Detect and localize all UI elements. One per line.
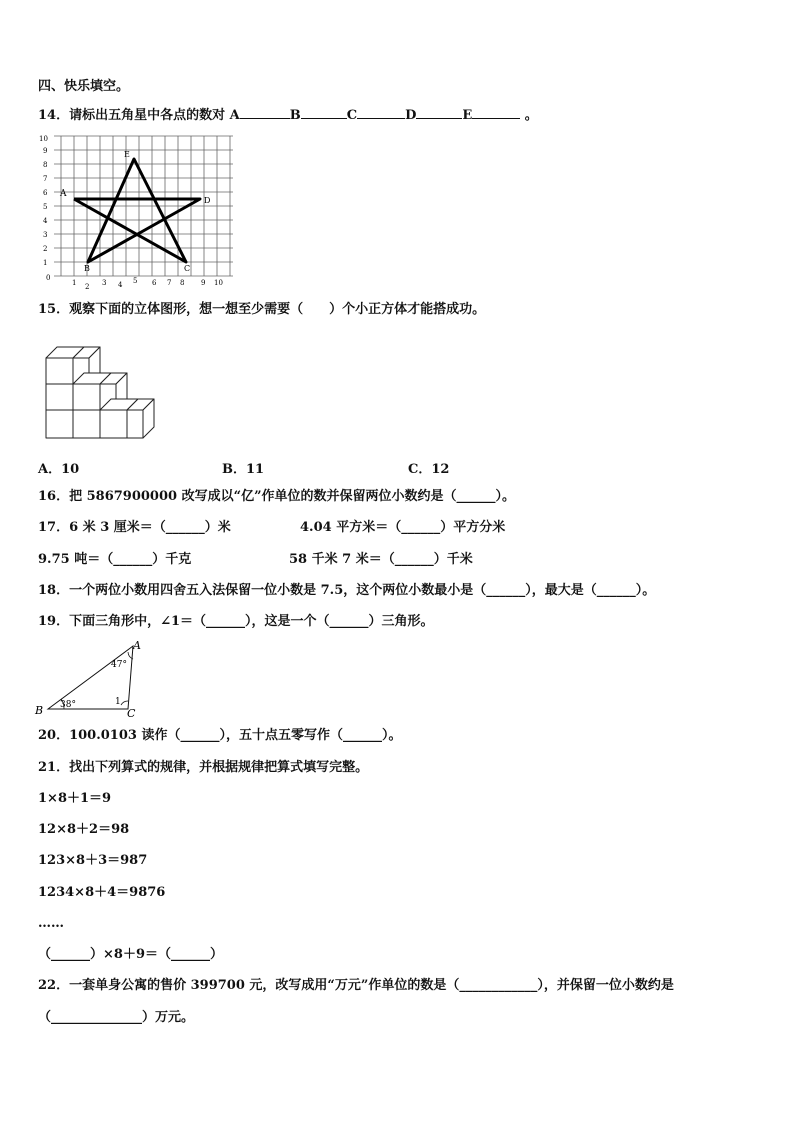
question-17b: 4.04 平方米＝（______）平方分米 (300, 520, 506, 535)
y-tick: 7 (43, 175, 48, 183)
answer-blank-b[interactable] (301, 105, 347, 119)
pattern-line-3: 123×8＋3＝987 (38, 853, 148, 868)
x-tick: 5 (133, 277, 138, 285)
question-17c: 9.75 吨＝（______）千克 (38, 552, 192, 567)
option-a[interactable]: A．10 (38, 462, 80, 477)
question-22-line1: 22．一套单身公寓的售价 399700 元，改写成用“万元”作单位的数是（____________），并保留一位小数约是 (38, 978, 674, 993)
triangle-figure (34, 638, 146, 720)
angle-label-a: 47° (111, 660, 127, 670)
question-18: 18．一个两位小数用四舍五入法保留一位小数是 7.5，这个两位小数最小是（______），最大是（______）。 (38, 583, 656, 598)
pattern-line-1: 1×8＋1＝9 (38, 791, 112, 806)
answer-blank-a[interactable] (240, 105, 290, 119)
x-tick: 2 (85, 283, 90, 291)
y-tick: 2 (43, 245, 48, 253)
y-tick: 8 (43, 161, 48, 169)
question-17a: 17．6 米 3 厘米＝（______）米 (38, 520, 231, 535)
x-tick: 6 (152, 279, 157, 287)
cube-stack-figure (40, 334, 162, 442)
point-label-c: C (184, 264, 191, 273)
angle-label-1: 1 (115, 697, 121, 707)
q14-text: 14．请标出五角星中各点的数对 A (38, 108, 240, 123)
x-tick: 4 (118, 281, 123, 289)
x-tick-labels (72, 277, 223, 291)
pattern-line-2: 12×8＋2＝98 (38, 822, 130, 837)
question-21: 21．找出下列算式的规律，并根据规律把算式填写完整。 (38, 760, 369, 775)
q14-label-b: B (289, 108, 301, 123)
point-label-a: A (60, 189, 67, 199)
x-tick: 10 (214, 279, 223, 287)
point-label-e: E (124, 150, 130, 159)
point-label-d: D (204, 196, 211, 205)
answer-blank-d[interactable] (416, 105, 462, 119)
angle-label-b: 38° (60, 700, 76, 710)
star-shape (74, 159, 200, 262)
y-tick-labels (39, 135, 48, 267)
star-grid-figure (30, 132, 245, 292)
y-tick: 1 (43, 259, 48, 267)
x-tick: 3 (102, 279, 107, 287)
q14-end: 。 (520, 108, 538, 123)
y-tick: 4 (43, 217, 48, 225)
x-tick: 9 (201, 279, 206, 287)
question-19: 19．下面三角形中，∠1＝（______），这是一个（______）三角形。 (38, 614, 434, 629)
question-17d: 58 千米 7 米＝（______）千米 (289, 552, 473, 567)
question-15: 15．观察下面的立体图形，想一想至少需要（ ）个小正方体才能搭成功。 (38, 302, 486, 317)
y-tick: 3 (43, 231, 48, 239)
y-tick: 6 (43, 189, 48, 197)
x-tick: 8 (180, 279, 185, 287)
option-b[interactable]: B．11 (222, 462, 265, 477)
vertex-label-c: C (127, 707, 136, 720)
question-22-line2: （______________）万元。 (38, 1010, 195, 1025)
answer-blank-c[interactable] (357, 105, 405, 119)
section-title: 四、快乐填空。 (38, 79, 130, 94)
y-tick: 5 (43, 203, 48, 211)
y-tick: 9 (43, 147, 48, 155)
x-tick: 1 (72, 279, 77, 287)
vertex-label-a: A (133, 639, 141, 652)
pattern-line-answer: （______）×8＋9＝（______） (38, 947, 223, 962)
point-label-b: B (84, 264, 90, 273)
y-tick: 10 (39, 135, 48, 143)
question-20: 20．100.0103 读作（______），五十点五零写作（______）。 (38, 728, 402, 743)
pattern-ellipsis: …… (38, 916, 64, 931)
grid-lines (54, 136, 233, 276)
origin-label: 0 (46, 274, 51, 282)
question-16: 16．把 5867900000 改写成以“亿”作单位的数并保留两位小数约是（______）。 (38, 489, 516, 504)
answer-blank-e[interactable] (472, 105, 520, 119)
option-c[interactable]: C．12 (408, 462, 450, 477)
q14-label-c: C (346, 108, 358, 123)
pattern-line-4: 1234×8＋4＝9876 (38, 885, 166, 900)
q14-label-d: D (405, 108, 417, 123)
x-tick: 7 (167, 279, 172, 287)
q14-label-e: E (462, 108, 473, 123)
question-14 (38, 105, 538, 124)
vertex-label-b: B (35, 704, 44, 717)
